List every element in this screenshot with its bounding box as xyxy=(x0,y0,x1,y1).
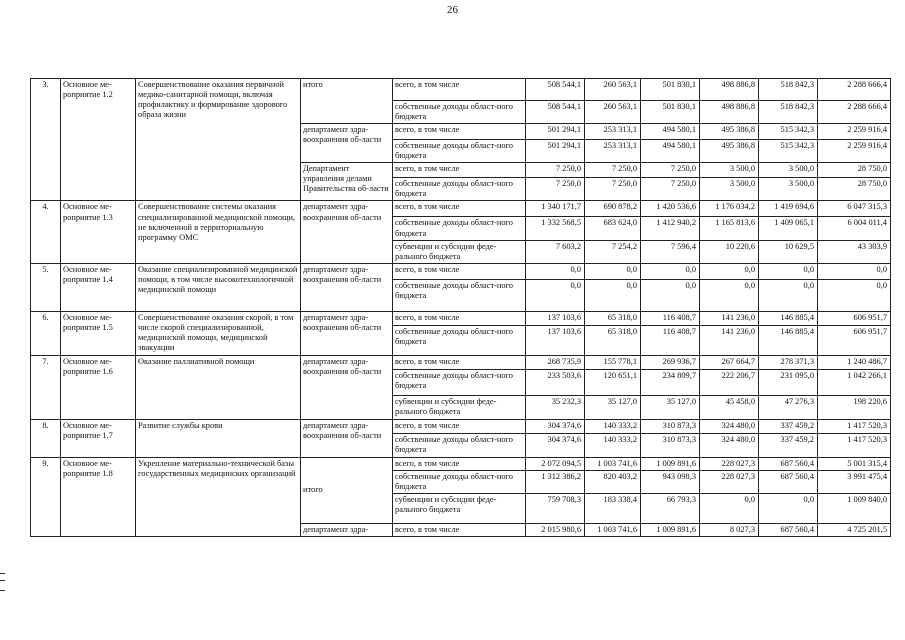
year-value-cell: 1 003 741,6 xyxy=(585,457,641,470)
total-value-cell: 4 725 201,5 xyxy=(818,524,891,537)
year-value-cell: 0,0 xyxy=(641,279,700,311)
year-value-cell: 518 842,3 xyxy=(759,79,818,101)
year-value-cell: 1 009 891,6 xyxy=(641,457,700,470)
table-row xyxy=(31,263,891,279)
year-value-cell: 10 629,5 xyxy=(759,240,818,263)
funding-source-cell: субвенции и субсидии феде-рального бюджета xyxy=(393,240,526,263)
year-value-cell: 515 342,3 xyxy=(759,140,818,163)
year-value-cell: 260 563,1 xyxy=(585,79,641,101)
main-event-cell: Основное ме-роприятие 1.3 xyxy=(61,201,136,263)
year-value-cell: 337 459,2 xyxy=(759,419,818,433)
total-value-cell: 43 303,9 xyxy=(818,240,891,263)
year-value-cell: 222 206,7 xyxy=(700,369,759,395)
total-value-cell: 3 991 475,4 xyxy=(818,470,891,493)
executor-cell: Департамент управления делами Правительства об-ласти xyxy=(301,163,393,201)
year-value-cell: 683 624,0 xyxy=(585,217,641,240)
year-value-cell: 1 340 171,7 xyxy=(526,201,585,217)
total-value-cell: 1 417 520,3 xyxy=(818,419,891,433)
year-value-cell: 7 603,2 xyxy=(526,240,585,263)
year-value-cell: 155 778,1 xyxy=(585,355,641,369)
year-value-cell: 47 276,3 xyxy=(759,395,818,419)
year-value-cell: 508 544,1 xyxy=(526,79,585,101)
table-row xyxy=(31,201,891,217)
year-value-cell: 1 412 940,2 xyxy=(641,217,700,240)
year-value-cell: 1 312 386,2 xyxy=(526,470,585,493)
year-value-cell: 498 886,8 xyxy=(700,79,759,101)
year-value-cell: 116 408,7 xyxy=(641,311,700,325)
year-value-cell: 137 103,6 xyxy=(526,325,585,355)
executor-cell: итого xyxy=(301,457,393,523)
total-value-cell: 1 240 486,7 xyxy=(818,355,891,369)
executor-cell: департамент здра-воохранения об-ласти xyxy=(301,311,393,355)
row-number-cell: 3. xyxy=(31,79,61,201)
event-name-cell: Укрепление материально-технической базы государственных медицинских организаций xyxy=(136,457,301,536)
year-value-cell: 253 313,1 xyxy=(585,124,641,140)
funding-table xyxy=(30,78,891,537)
event-name-cell: Совершенствование оказания скорой, в том числе скорой специализированной, медицинской помощи, медицинской эвакуации xyxy=(136,311,301,355)
main-event-cell: Основное ме-роприятие 1.4 xyxy=(61,263,136,311)
funding-source-cell: собственные доходы област-ного бюджета xyxy=(393,279,526,311)
year-value-cell: 7 250,0 xyxy=(526,178,585,201)
year-value-cell: 10 220,6 xyxy=(700,240,759,263)
year-value-cell: 1 420 536,6 xyxy=(641,201,700,217)
total-value-cell: 1 417 520,3 xyxy=(818,433,891,457)
total-value-cell: 6 004 011,4 xyxy=(818,217,891,240)
year-value-cell: 310 873,3 xyxy=(641,419,700,433)
year-value-cell: 759 708,3 xyxy=(526,494,585,524)
year-value-cell: 278 371,3 xyxy=(759,355,818,369)
row-number-cell: 7. xyxy=(31,355,61,419)
funding-source-cell: всего, в том числе xyxy=(393,124,526,140)
year-value-cell: 141 236,0 xyxy=(700,325,759,355)
year-value-cell: 233 503,6 xyxy=(526,369,585,395)
year-value-cell: 494 580,1 xyxy=(641,124,700,140)
year-value-cell: 35 127,0 xyxy=(585,395,641,419)
year-value-cell: 267 664,7 xyxy=(700,355,759,369)
total-value-cell: 28 750,0 xyxy=(818,178,891,201)
year-value-cell: 508 544,1 xyxy=(526,101,585,124)
table-row xyxy=(31,419,891,433)
year-value-cell: 7 250,0 xyxy=(526,163,585,178)
year-value-cell: 0,0 xyxy=(526,279,585,311)
year-value-cell: 943 098,3 xyxy=(641,470,700,493)
year-value-cell: 1 176 034,2 xyxy=(700,201,759,217)
year-value-cell: 141 236,0 xyxy=(700,311,759,325)
funding-source-cell: субвенции и субсидии феде-рального бюджета xyxy=(393,494,526,524)
executor-cell: итого xyxy=(301,79,393,124)
total-value-cell: 1 042 266,1 xyxy=(818,369,891,395)
year-value-cell: 495 386,8 xyxy=(700,124,759,140)
year-value-cell: 3 500,0 xyxy=(700,163,759,178)
total-value-cell: 0,0 xyxy=(818,263,891,279)
funding-source-cell: всего, в том числе xyxy=(393,163,526,178)
year-value-cell: 45 458,0 xyxy=(700,395,759,419)
year-value-cell: 310 873,3 xyxy=(641,433,700,457)
year-value-cell: 501 830,1 xyxy=(641,79,700,101)
year-value-cell: 65 318,0 xyxy=(585,325,641,355)
year-value-cell: 3 500,0 xyxy=(759,163,818,178)
table-row xyxy=(31,355,891,369)
table-row xyxy=(31,79,891,101)
funding-source-cell: собственные доходы област-ного бюджета xyxy=(393,369,526,395)
year-value-cell: 494 580,1 xyxy=(641,140,700,163)
funding-source-cell: всего, в том числе xyxy=(393,355,526,369)
scan-mark xyxy=(0,590,5,591)
total-value-cell: 2 288 666,4 xyxy=(818,101,891,124)
total-value-cell: 198 220,6 xyxy=(818,395,891,419)
year-value-cell: 687 560,4 xyxy=(759,524,818,537)
year-value-cell: 3 500,0 xyxy=(759,178,818,201)
year-value-cell: 3 500,0 xyxy=(700,178,759,201)
year-value-cell: 228 027,3 xyxy=(700,457,759,470)
funding-source-cell: собственные доходы област-ного бюджета xyxy=(393,101,526,124)
year-value-cell: 687 560,4 xyxy=(759,470,818,493)
year-value-cell: 1 009 891,6 xyxy=(641,524,700,537)
funding-source-cell: собственные доходы област-ного бюджета xyxy=(393,325,526,355)
scan-mark xyxy=(0,573,5,574)
funding-source-cell: всего, в том числе xyxy=(393,201,526,217)
total-value-cell: 1 009 840,0 xyxy=(818,494,891,524)
year-value-cell: 268 735,9 xyxy=(526,355,585,369)
row-number-cell: 4. xyxy=(31,201,61,263)
year-value-cell: 0,0 xyxy=(759,263,818,279)
row-number-cell: 8. xyxy=(31,419,61,457)
year-value-cell: 7 250,0 xyxy=(585,163,641,178)
year-value-cell: 7 596,4 xyxy=(641,240,700,263)
year-value-cell: 501 294,1 xyxy=(526,124,585,140)
total-value-cell: 606 951,7 xyxy=(818,325,891,355)
year-value-cell: 2 072 094,5 xyxy=(526,457,585,470)
year-value-cell: 501 294,1 xyxy=(526,140,585,163)
year-value-cell: 690 878,2 xyxy=(585,201,641,217)
year-value-cell: 820 403,2 xyxy=(585,470,641,493)
main-event-cell: Основное ме-роприятие 1.5 xyxy=(61,311,136,355)
scan-mark xyxy=(0,580,5,581)
year-value-cell: 7 250,0 xyxy=(641,178,700,201)
year-value-cell: 0,0 xyxy=(585,279,641,311)
year-value-cell: 515 342,3 xyxy=(759,124,818,140)
year-value-cell: 498 886,8 xyxy=(700,101,759,124)
funding-source-cell: всего, в том числе xyxy=(393,419,526,433)
year-value-cell: 140 333,2 xyxy=(585,433,641,457)
year-value-cell: 8 027,3 xyxy=(700,524,759,537)
funding-source-cell: собственные доходы област-ного бюджета xyxy=(393,140,526,163)
year-value-cell: 260 563,1 xyxy=(585,101,641,124)
year-value-cell: 0,0 xyxy=(700,279,759,311)
year-value-cell: 1 409 065,1 xyxy=(759,217,818,240)
event-name-cell: Оказание паллиативной помощи xyxy=(136,355,301,419)
funding-source-cell: собственные доходы област-ного бюджета xyxy=(393,433,526,457)
table-row xyxy=(31,457,891,470)
total-value-cell: 2 259 916,4 xyxy=(818,124,891,140)
year-value-cell: 183 338,4 xyxy=(585,494,641,524)
year-value-cell: 7 254,2 xyxy=(585,240,641,263)
executor-cell: департамент здра- xyxy=(301,524,393,537)
funding-source-cell: всего, в том числе xyxy=(393,263,526,279)
row-number-cell: 6. xyxy=(31,311,61,355)
funding-source-cell: субвенции и субсидии феде-рального бюджета xyxy=(393,395,526,419)
event-name-cell: Совершенствование оказания первичной медико-санитарной помощи, включая профилактику и формирование здорового образа жизни xyxy=(136,79,301,201)
year-value-cell: 324 480,0 xyxy=(700,433,759,457)
year-value-cell: 231 095,0 xyxy=(759,369,818,395)
year-value-cell: 0,0 xyxy=(759,494,818,524)
year-value-cell: 0,0 xyxy=(641,263,700,279)
total-value-cell: 28 750,0 xyxy=(818,163,891,178)
total-value-cell: 6 047 315,3 xyxy=(818,201,891,217)
year-value-cell: 501 830,1 xyxy=(641,101,700,124)
total-value-cell: 0,0 xyxy=(818,279,891,311)
year-value-cell: 1 419 694,6 xyxy=(759,201,818,217)
main-event-cell: Основное ме-роприятие 1.7 xyxy=(61,419,136,457)
event-name-cell: Совершенствование системы оказания специализированной медицинской помощи, не включенной в территориальную программу ОМС xyxy=(136,201,301,263)
executor-cell: департамент здра-воохранения об-ласти xyxy=(301,124,393,163)
year-value-cell: 1 332 568,5 xyxy=(526,217,585,240)
year-value-cell: 2 015 980,6 xyxy=(526,524,585,537)
year-value-cell: 234 809,7 xyxy=(641,369,700,395)
funding-source-cell: всего, в том числе xyxy=(393,457,526,470)
year-value-cell: 146 885,4 xyxy=(759,311,818,325)
event-name-cell: Развитие службы крови xyxy=(136,419,301,457)
year-value-cell: 7 250,0 xyxy=(585,178,641,201)
year-value-cell: 687 560,4 xyxy=(759,457,818,470)
year-value-cell: 304 374,6 xyxy=(526,419,585,433)
main-event-cell: Основное ме-роприятие 1.2 xyxy=(61,79,136,201)
year-value-cell: 146 885,4 xyxy=(759,325,818,355)
year-value-cell: 337 459,2 xyxy=(759,433,818,457)
executor-cell: департамент здра-воохранения об-ласти xyxy=(301,355,393,419)
year-value-cell: 324 480,0 xyxy=(700,419,759,433)
year-value-cell: 0,0 xyxy=(700,494,759,524)
executor-cell: департамент здра-воохранения об-ласти xyxy=(301,201,393,263)
year-value-cell: 137 103,6 xyxy=(526,311,585,325)
funding-source-cell: всего, в том числе xyxy=(393,79,526,101)
year-value-cell: 1 003 741,6 xyxy=(585,524,641,537)
total-value-cell: 606 951,7 xyxy=(818,311,891,325)
main-event-cell: Основное ме-роприятие 1.6 xyxy=(61,355,136,419)
year-value-cell: 228 027,3 xyxy=(700,470,759,493)
year-value-cell: 495 386,8 xyxy=(700,140,759,163)
table-row xyxy=(31,311,891,325)
funding-source-cell: всего, в том числе xyxy=(393,524,526,537)
funding-source-cell: всего, в том числе xyxy=(393,311,526,325)
year-value-cell: 0,0 xyxy=(585,263,641,279)
total-value-cell: 2 288 666,4 xyxy=(818,79,891,101)
year-value-cell: 518 842,3 xyxy=(759,101,818,124)
executor-cell: департамент здра-воохранения об-ласти xyxy=(301,419,393,457)
year-value-cell: 7 250,0 xyxy=(641,163,700,178)
year-value-cell: 0,0 xyxy=(759,279,818,311)
year-value-cell: 253 313,1 xyxy=(585,140,641,163)
row-number-cell: 9. xyxy=(31,457,61,536)
executor-cell: департамент здра-воохранения об-ласти xyxy=(301,263,393,311)
funding-source-cell: собственные доходы област-ного бюджета xyxy=(393,178,526,201)
year-value-cell: 65 318,0 xyxy=(585,311,641,325)
year-value-cell: 140 333,2 xyxy=(585,419,641,433)
funding-source-cell: собственные доходы област-ного бюджета xyxy=(393,470,526,493)
event-name-cell: Оказание специализированной медицинской помощи, в том числе высокотехнологичной медицинской помощи xyxy=(136,263,301,311)
year-value-cell: 66 793,3 xyxy=(641,494,700,524)
year-value-cell: 116 408,7 xyxy=(641,325,700,355)
year-value-cell: 35 127,0 xyxy=(641,395,700,419)
year-value-cell: 304 374,6 xyxy=(526,433,585,457)
page-number: 26 xyxy=(447,4,458,16)
funding-source-cell: собственные доходы област-ного бюджета xyxy=(393,217,526,240)
row-number-cell: 5. xyxy=(31,263,61,311)
total-value-cell: 2 259 916,4 xyxy=(818,140,891,163)
main-event-cell: Основное ме-роприятие 1.8 xyxy=(61,457,136,536)
year-value-cell: 0,0 xyxy=(526,263,585,279)
year-value-cell: 120 651,1 xyxy=(585,369,641,395)
year-value-cell: 0,0 xyxy=(700,263,759,279)
total-value-cell: 5 001 315,4 xyxy=(818,457,891,470)
year-value-cell: 269 936,7 xyxy=(641,355,700,369)
year-value-cell: 35 232,3 xyxy=(526,395,585,419)
year-value-cell: 1 165 813,6 xyxy=(700,217,759,240)
